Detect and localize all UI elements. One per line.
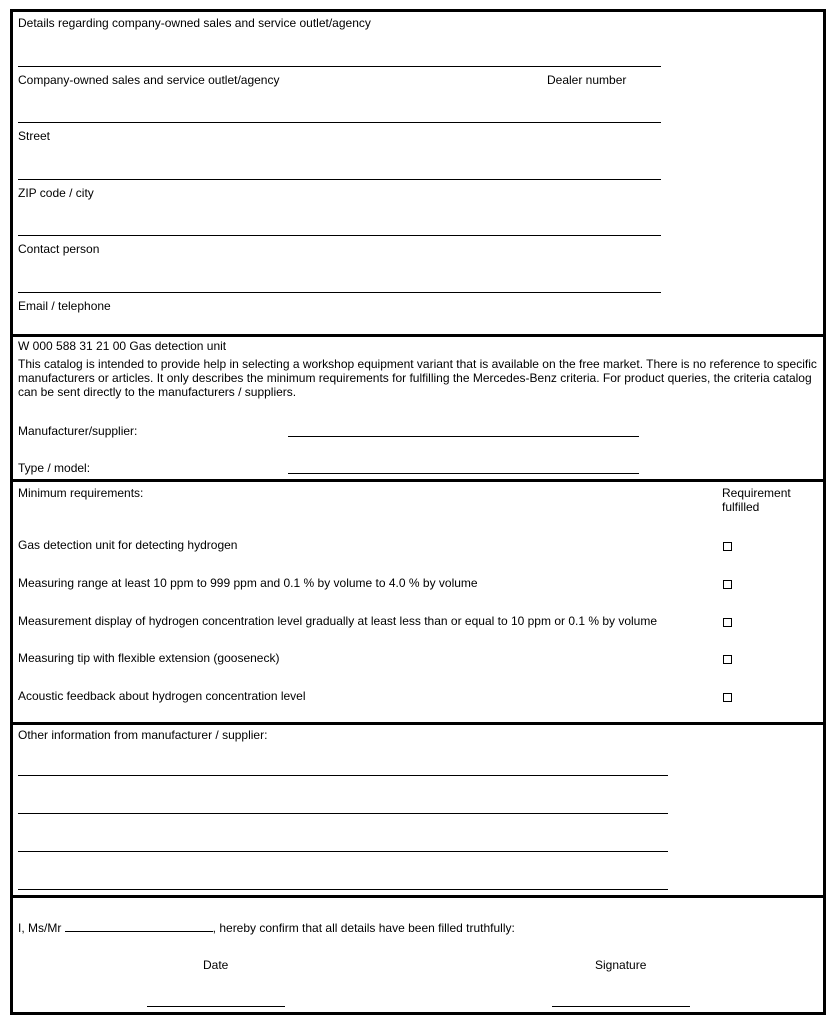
requirement-item-text: Acoustic feedback about hydrogen concentration level	[18, 689, 306, 703]
dealer-details-section	[13, 12, 823, 334]
requirement-checkbox[interactable]	[723, 542, 732, 551]
requirement-item-text: Gas detection unit for detecting hydrogen	[18, 538, 238, 552]
criteria-form	[10, 9, 826, 1015]
requirements-section	[13, 482, 823, 722]
type-model-input-line[interactable]	[288, 473, 639, 474]
other-info-input-line[interactable]	[18, 775, 668, 776]
other-info-input-line[interactable]	[18, 889, 668, 890]
zip-city-input-line[interactable]	[18, 179, 661, 180]
requirement-checkbox[interactable]	[723, 580, 732, 589]
date-label: Date	[203, 958, 229, 972]
requirement-checkbox[interactable]	[723, 693, 732, 702]
street-input-line[interactable]	[18, 122, 661, 123]
email-telephone-label: Email / telephone	[18, 299, 111, 313]
requirement-item-text: Measuring range at least 10 ppm to 999 ppm and 0.1 % by volume to 4.0 % by volume	[18, 576, 478, 590]
requirement-checkbox[interactable]	[723, 655, 732, 664]
requirement-item-text: Measurement display of hydrogen concentration level gradually at least less than or equal to 10 ppm or 0.1 % by volume	[18, 614, 658, 628]
manufacturer-input-line[interactable]	[288, 436, 639, 437]
requirement-item-text: Measuring tip with flexible extension (gooseneck)	[18, 651, 280, 665]
confirmation-section	[13, 898, 823, 1012]
dealer-name-input-line[interactable]	[18, 66, 661, 67]
other-info-heading: Other information from manufacturer / supplier:	[18, 728, 268, 742]
type-model-label: Type / model:	[18, 461, 91, 475]
contact-person-label: Contact person	[18, 242, 100, 256]
email-telephone-input-line[interactable]	[18, 292, 661, 293]
street-label: Street	[18, 129, 51, 143]
product-description: This catalog is intended to provide help in selecting a workshop equipment variant that is available on the free market. There is no reference to specific manufacturers or articles. It only describes the minimum requirements for fulfilling the Mercedes-Benz criteria. For product queries, the criteria catalog can be sent directly to the manufacturers / suppliers.	[18, 357, 817, 399]
dealer-name-label: Company-owned sales and service outlet/agency	[18, 73, 280, 87]
signature-label: Signature	[595, 958, 647, 972]
fulfilled-header-line1: Requirement	[722, 486, 791, 500]
requirements-heading: Minimum requirements:	[18, 486, 144, 500]
product-section	[13, 337, 823, 479]
zip-city-label: ZIP code / city	[18, 186, 94, 200]
dealer-number-label: Dealer number	[547, 73, 627, 87]
signature-input-line[interactable]	[552, 1006, 690, 1007]
contact-person-input-line[interactable]	[18, 235, 661, 236]
requirement-checkbox[interactable]	[723, 618, 732, 627]
confirmation-statement	[18, 920, 515, 935]
date-input-line[interactable]	[147, 1006, 285, 1007]
confirmation-suffix: , hereby confirm that all details have been filled truthfully:	[212, 921, 515, 935]
dealer-details-heading: Details regarding company-owned sales and service outlet/agency	[18, 16, 371, 30]
fulfilled-header	[722, 486, 791, 514]
manufacturer-label: Manufacturer/supplier:	[18, 424, 138, 438]
confirmation-prefix: I, Ms/Mr	[18, 921, 62, 935]
name-input-line[interactable]	[65, 920, 213, 932]
other-info-section	[13, 725, 823, 895]
fulfilled-header-line2: fulfilled	[722, 500, 760, 514]
product-title: W 000 588 31 21 00 Gas detection unit	[18, 339, 227, 353]
other-info-input-line[interactable]	[18, 851, 668, 852]
other-info-input-line[interactable]	[18, 813, 668, 814]
